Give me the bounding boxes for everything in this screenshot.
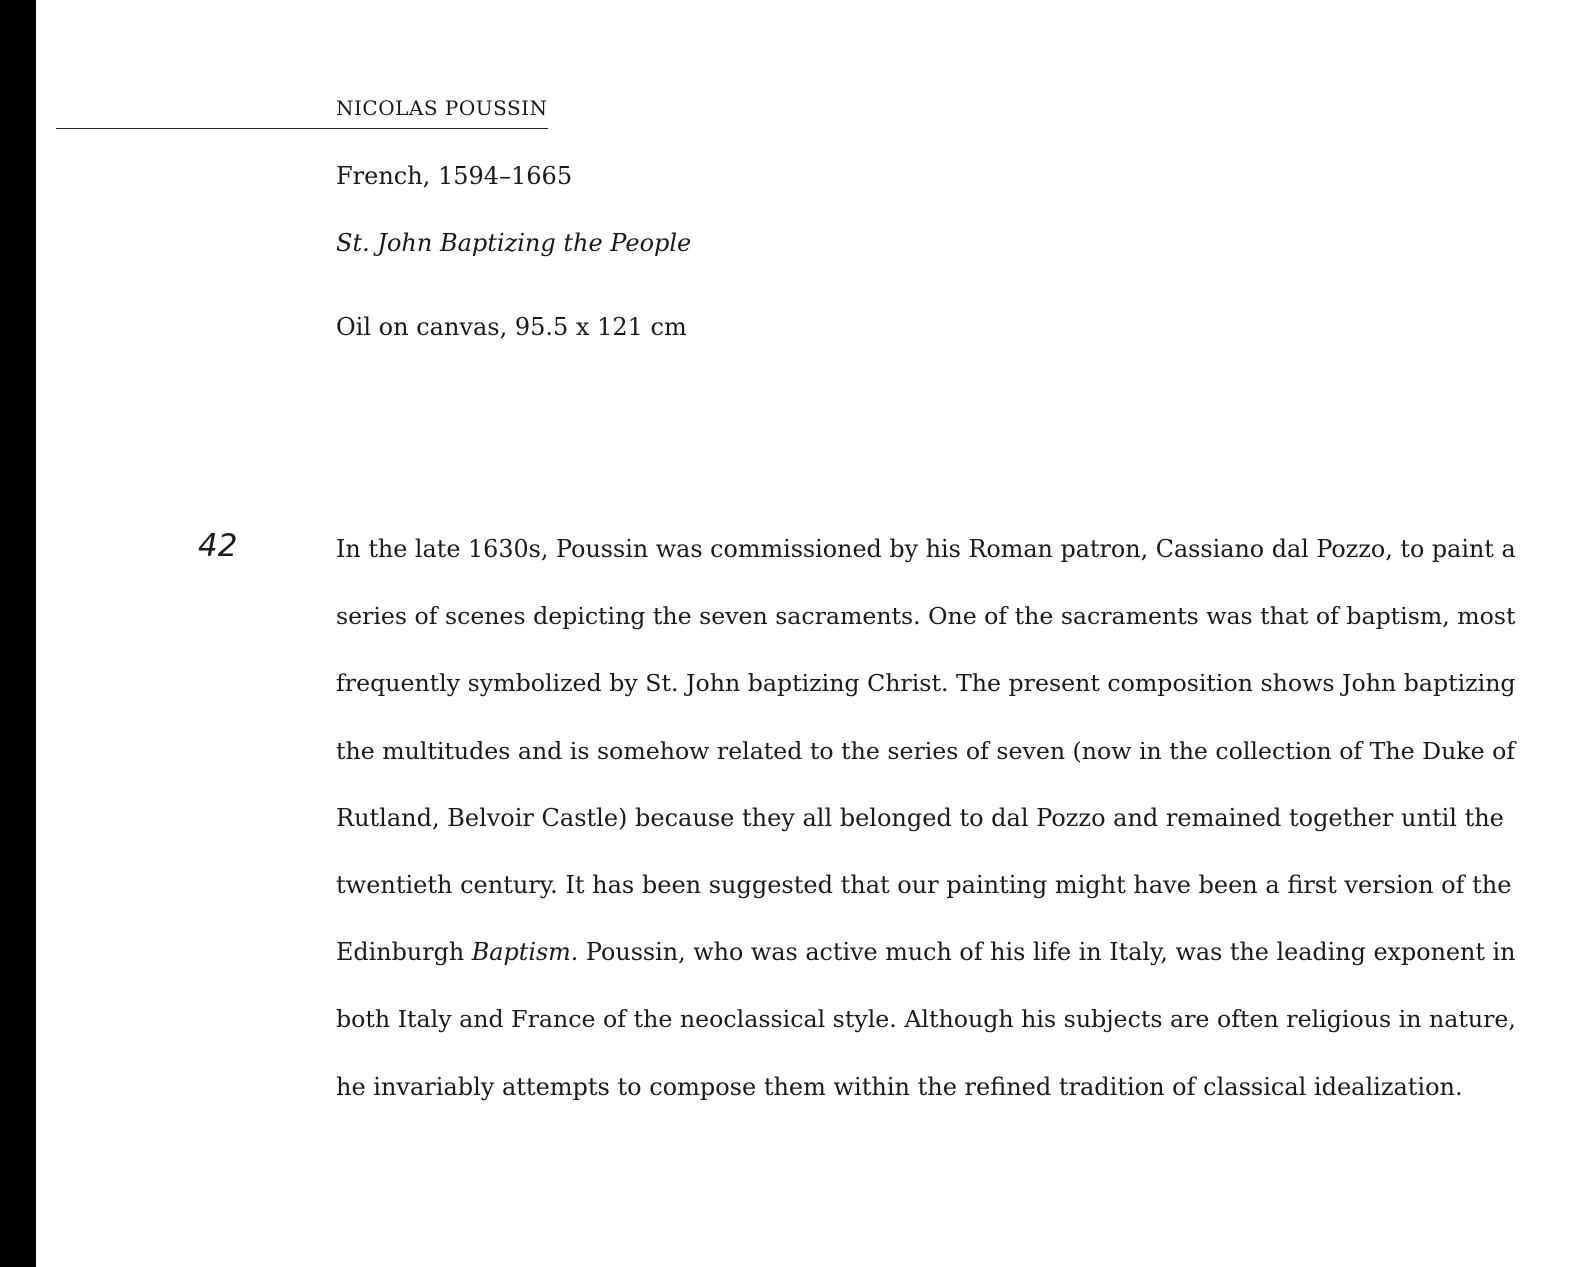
italic-title-baptism: Baptism.	[471, 938, 579, 967]
text-line: he invariably attempts to compose them within the refined tradition of classical idealization.	[336, 1072, 1463, 1101]
medium-dimensions: Oil on canvas, 95.5 x 121 cm	[336, 313, 687, 341]
plate-number: 42	[198, 528, 238, 564]
artist-name: NICOLAS POUSSIN	[336, 96, 548, 120]
header-rule	[56, 128, 548, 129]
scan-edge-bar	[0, 0, 36, 1267]
text-line: series of scenes depicting the seven sacraments. One of the sacraments was that of baptism, most	[336, 602, 1516, 631]
catalog-entry-text	[336, 529, 1516, 1134]
text-line	[336, 932, 1516, 999]
text-line: both Italy and France of the neoclassical style. Although his subjects are often religious in nature,	[336, 1005, 1516, 1034]
text-segment: Poussin, who was active much of his life in Italy, was the leading exponent in	[578, 938, 1516, 967]
text-line: In the late 1630s, Poussin was commissioned by his Roman patron, Cassiano dal Pozzo, to paint a	[336, 535, 1516, 563]
text-line: the multitudes and is somehow related to the series of seven (now in the collection of The Duke of	[336, 736, 1516, 765]
text-line: twentieth century. It has been suggested that our painting might have been a first version of the	[336, 870, 1512, 899]
nationality-dates: French, 1594–1665	[336, 162, 573, 190]
text-line: frequently symbolized by St. John baptizing Christ. The present composition shows John baptizing	[336, 669, 1516, 698]
text-line: Rutland, Belvoir Castle) because they all belonged to dal Pozzo and remained together until the	[336, 803, 1504, 832]
artwork-title: St. John Baptizing the People	[336, 229, 692, 257]
text-segment: Edinburgh	[336, 938, 472, 967]
